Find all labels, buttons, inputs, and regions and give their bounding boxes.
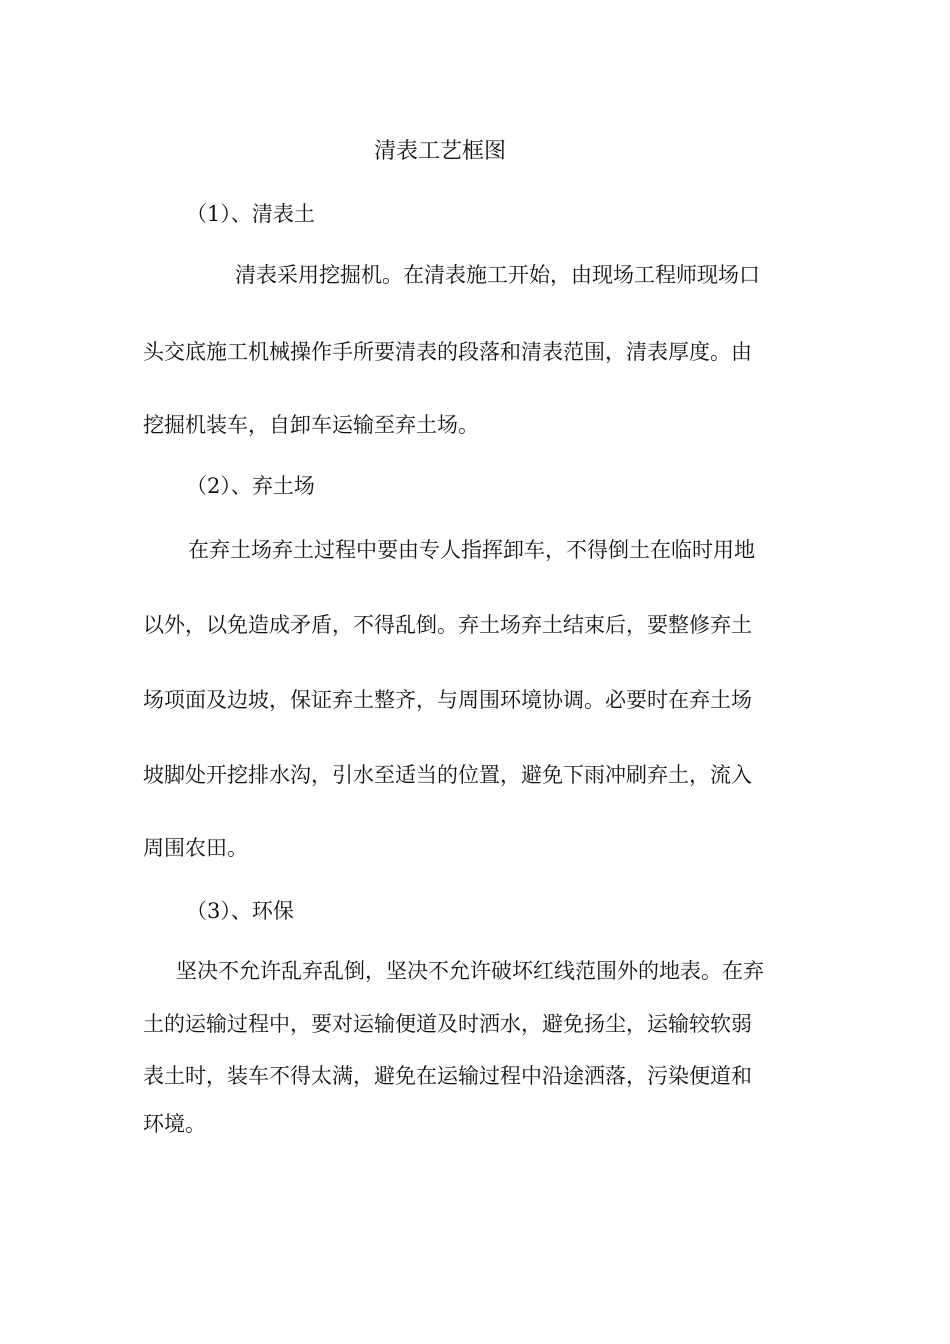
paragraph-line: 以外，以免造成矛盾，不得乱倒。弃土场弃土结束后，要整修弃土	[143, 613, 752, 637]
paragraph-line: 场项面及边坡，保证弃土整齐，与周围环境协调。必要时在弃土场	[143, 688, 752, 712]
section-heading-3: （3）、环保	[186, 899, 294, 923]
paragraph-line: 表土时，装车不得太满，避免在运输过程中沿途洒落，污染便道和	[143, 1064, 752, 1088]
paragraph-line: 坡脚处开挖排水沟，引水至适当的位置，避免下雨冲刷弃土，流入	[143, 763, 752, 787]
section-heading-1: （1）、清表土	[186, 202, 315, 226]
paragraph-line: 在弃土场弃土过程中要由专人指挥卸车，不得倒土在临时用地	[188, 538, 755, 562]
paragraph-line: 坚决不允许乱弃乱倒，坚决不允许破坏红线范围外的地表。在弃	[176, 959, 764, 983]
paragraph-line: 环境。	[143, 1112, 206, 1136]
section-heading-2: （2）、弃土场	[186, 474, 315, 498]
paragraph-line: 土的运输过程中，要对运输便道及时洒水，避免扬尘，运输较软弱	[143, 1012, 752, 1036]
paragraph-line: 头交底施工机械操作手所要清表的段落和清表范围，清表厚度。由	[143, 340, 752, 364]
paragraph-line: 周围农田。	[143, 836, 248, 860]
paragraph-line: 清表采用挖掘机。在清表施工开始，由现场工程师现场口	[235, 263, 760, 287]
paragraph-line: 挖掘机装车，自卸车运输至弃土场。	[143, 413, 479, 437]
page-title: 清表工艺框图	[373, 139, 506, 164]
